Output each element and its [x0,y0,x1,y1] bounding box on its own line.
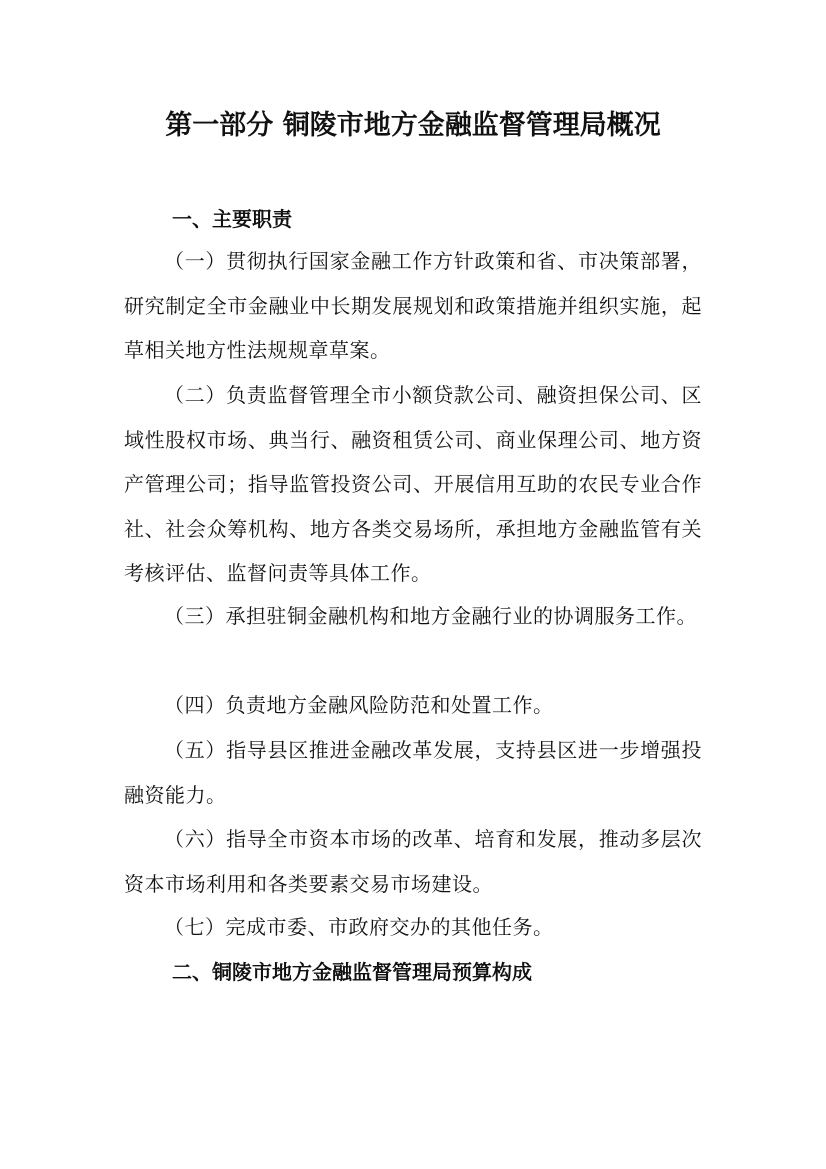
paragraph-duty-6: （六）指导全市资本市场的改革、培育和发展，推动多层次资本市场利用和各类要素交易市场建设。 [124,827,702,896]
paragraph-duty-2: （二）负责监督管理全市小额贷款公司、融资担保公司、区域性股权市场、典当行、融资租赁公司、商业保理公司、地方资产管理公司；指导监管投资公司、开展信用互助的农民专业合作社、社会众筹机构、地方各类交易场所，承担地方金融监管有关考核评估、监督问责等具体工作。 [124,383,702,585]
section-heading-responsibilities: 一、主要职责 [172,207,292,231]
section-heading-budget: 二、铜陵市地方金融监督管理局预算构成 [172,960,532,984]
paragraph-duty-4: （四）负责地方金融风险防范和处置工作。 [164,693,554,717]
paragraph-duty-7: （七）完成市委、市政府交办的其他任务。 [164,915,554,939]
paragraph-duty-5: （五）指导县区推进金融改革发展，支持县区进一步增强投融资能力。 [124,738,702,807]
paragraph-duty-3: （三）承担驻铜金融机构和地方金融行业的协调服务工作。 [164,604,697,628]
paragraph-duty-1: （一）贯彻执行国家金融工作方针政策和省、市决策部署，研究制定全市金融业中长期发展规划和政策措施并组织实施，起草相关地方性法规规章草案。 [124,249,702,362]
document-title: 第一部分 铜陵市地方金融监督管理局概况 [165,110,661,141]
